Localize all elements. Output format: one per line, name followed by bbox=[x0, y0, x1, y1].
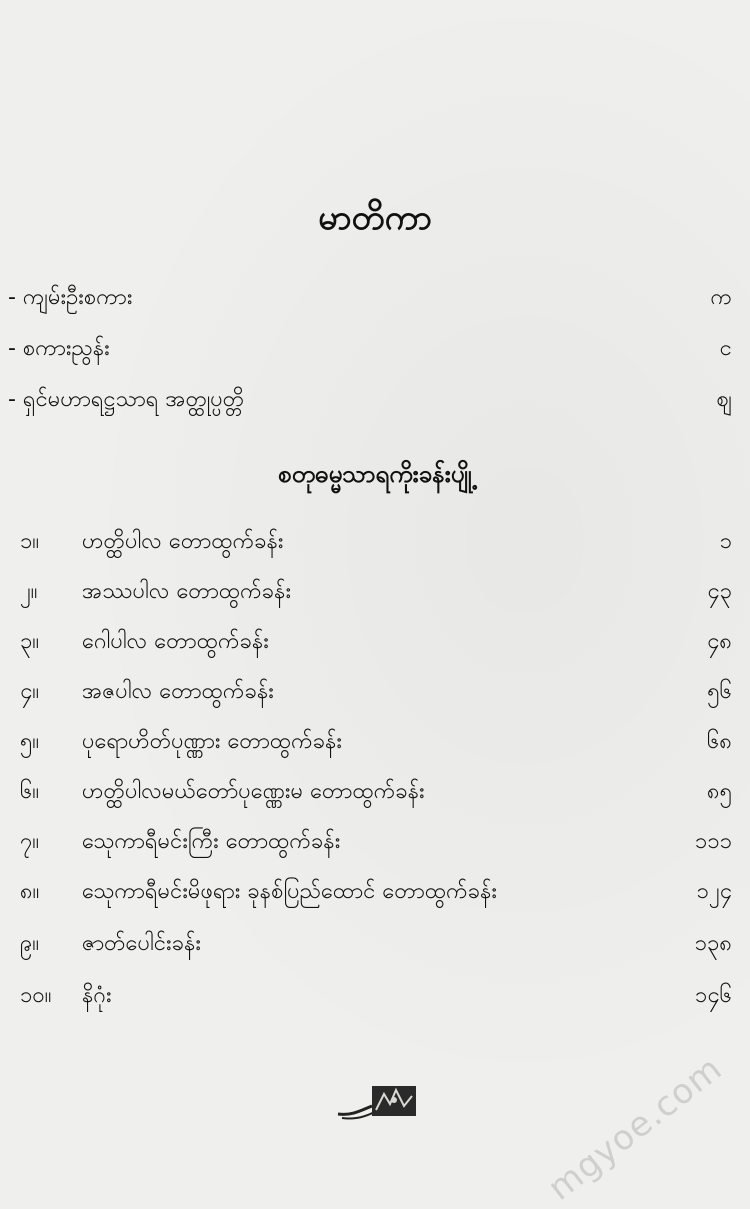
chapter-number: ၈။ bbox=[20, 879, 40, 904]
chapter-title: ဇာတ်ပေါင်းခန်း bbox=[82, 931, 201, 956]
chapter-page: ၁ bbox=[719, 529, 732, 554]
section-heading: စတုဓမ္မသာရကိုးခန်းပျို့ bbox=[278, 460, 472, 488]
chapter-title: နိဂုံး bbox=[82, 983, 112, 1008]
chapter-row bbox=[0, 974, 750, 1018]
front-matter-label: - ရှင်မဟာရဋ္ဌသာရ အတ္ထုပ္ပတ္တိ bbox=[8, 387, 245, 412]
front-matter-label: - စကားညွန်း bbox=[8, 336, 110, 361]
chapter-number: ၅။ bbox=[20, 729, 40, 754]
chapter-page: ၄၃ bbox=[707, 579, 732, 604]
chapter-number: ၃။ bbox=[20, 629, 40, 654]
chapter-row bbox=[0, 620, 750, 664]
chapter-title: ဂေါပါလ တောထွက်ခန်း bbox=[82, 629, 269, 654]
chapter-title: ပုရောဟိတ်ပုဏ္ဏား တောထွက်ခန်း bbox=[82, 729, 343, 754]
chapter-page: ၁၃၈ bbox=[694, 931, 732, 956]
chapter-row bbox=[0, 770, 750, 814]
chapter-row bbox=[0, 570, 750, 614]
chapter-page: ၈၅ bbox=[707, 779, 732, 804]
ornament-icon bbox=[332, 1080, 422, 1124]
front-matter-page: င bbox=[719, 336, 732, 361]
chapter-page: ၁၂၄ bbox=[696, 879, 732, 904]
chapter-page: ၅၆ bbox=[707, 679, 732, 704]
chapter-number: ၁၀။ bbox=[20, 983, 52, 1008]
chapter-row bbox=[0, 820, 750, 864]
chapter-title: အဇပါလ တောထွက်ခန်း bbox=[82, 679, 274, 704]
front-matter-item bbox=[0, 378, 750, 422]
chapter-page: ၄၈ bbox=[707, 629, 732, 654]
chapter-row bbox=[0, 870, 750, 914]
chapter-row bbox=[0, 670, 750, 714]
chapter-title: ဟတ္ထိပါလမယ်တော်ပုဏ္ဏေးမ တောထွက်ခန်း bbox=[82, 779, 425, 804]
chapter-title: သေုကာရီမင်းမိဖုရား ခုနစ်ပြည်ထောင် တောထွက်ခန်း bbox=[82, 879, 497, 904]
chapter-row bbox=[0, 922, 750, 966]
front-matter-label: - ကျမ်းဦးစကား bbox=[8, 285, 133, 310]
chapter-row bbox=[0, 520, 750, 564]
front-matter-item bbox=[0, 276, 750, 320]
chapter-number: ၁။ bbox=[20, 529, 40, 554]
chapter-number: ၇။ bbox=[20, 829, 40, 854]
chapter-title: အဿပါလ တောထွက်ခန်း bbox=[82, 579, 292, 604]
chapter-title: ဟတ္ထိပါလ တောထွက်ခန်း bbox=[82, 529, 284, 554]
chapter-number: ၂။ bbox=[20, 579, 38, 604]
chapter-title: သေုကာရီမင်းကြီး တောထွက်ခန်း bbox=[82, 829, 341, 854]
front-matter-page: ဈ bbox=[716, 387, 732, 412]
front-matter-page: က bbox=[710, 285, 732, 310]
chapter-number: ၉။ bbox=[20, 931, 40, 956]
chapter-number: ၄။ bbox=[20, 679, 40, 704]
chapter-number: ၆။ bbox=[20, 779, 40, 804]
chapter-page: ၆၈ bbox=[707, 729, 732, 754]
watermark-text: mgyoe.com bbox=[540, 1048, 730, 1209]
chapter-row bbox=[0, 720, 750, 764]
front-matter-item bbox=[0, 327, 750, 371]
page-title: မာတိကာ bbox=[318, 198, 432, 238]
chapter-page: ၁၄၆ bbox=[694, 983, 732, 1008]
chapter-page: ၁၁၁ bbox=[694, 829, 732, 854]
